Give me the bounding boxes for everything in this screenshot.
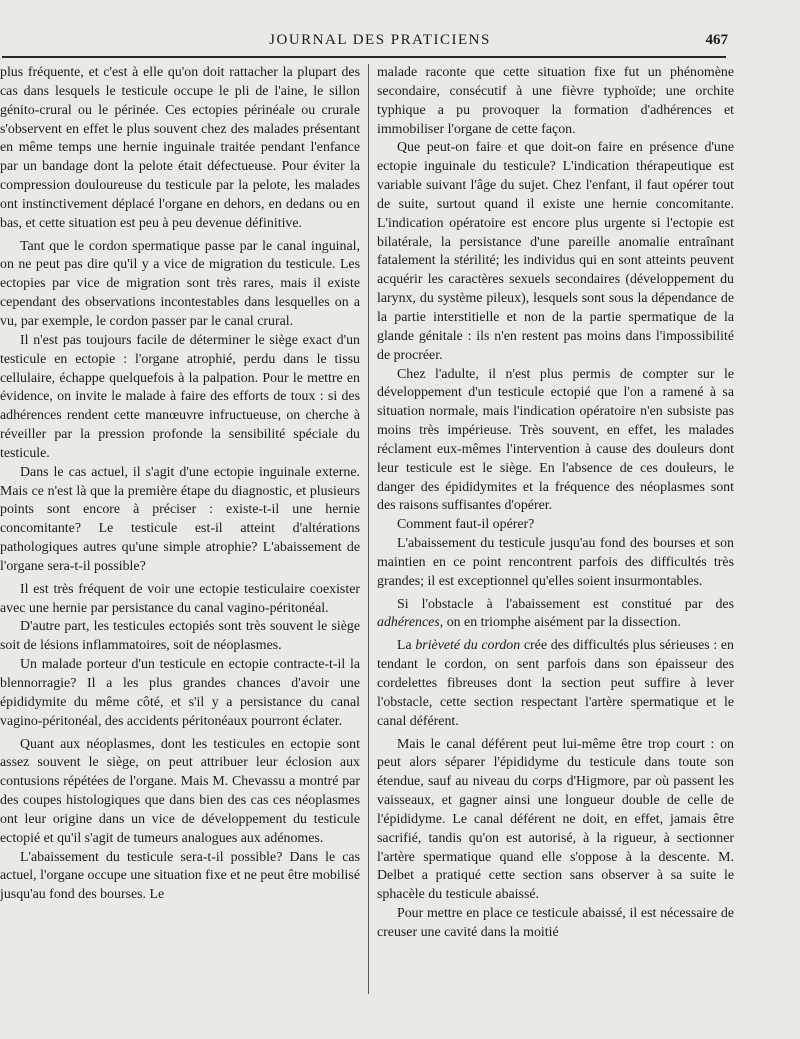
paragraph: malade raconte que cette situation fixe fut un phénomène secondaire, consécutif à une fièvre typhoïde; une orchite typhique a pu provoquer la formation d'adhérences et immobiliser l'organe de cette façon.	[377, 65, 734, 137]
italic-term: adhérences	[377, 615, 440, 631]
paragraph: Que peut-on faire et que doit-on faire en présence d'une ectopie inguinale du testicule? L'indication thérapeutique est variable suivant l'âge du sujet. Chez l'enfant, il faut opérer tout de suite, surtout quand il existe une hernie concomitante. L'indication opératoire est encore plus urgente si l'ectopie est bilatérale, la persistance d'une pareille anomalie entraînant fatalement la stérilité; les individus qui en sont atteints peuvent acquérir les caractères sexuels secondaires (développement du larynx, du système pileux), lesquels sont sous la dépendance de la partie interstitielle et non de la partie spermatique de la glande génitale : ils n'en restent pas moins dans l'impossibilité de procréer.	[377, 140, 734, 363]
paragraph: L'abaissement du testicule jusqu'au fond des bourses et son maintien en ce point rencontrent parfois des difficultés très grandes; il est exceptionnel qu'elles soient insurmontables.	[377, 536, 734, 589]
paragraph: Il est très fréquent de voir une ectopie testiculaire coexister avec une hernie par persistance du canal vagino-péritonéal.	[0, 581, 360, 616]
left-column	[0, 64, 360, 1024]
column-divider	[368, 64, 369, 994]
italic-term: brièveté du cordon	[415, 638, 521, 654]
page-header	[0, 28, 800, 52]
text-run: , on en triomphe aisément par la dissection.	[439, 615, 681, 631]
paragraph: Tant que le cordon spermatique passe par le canal inguinal, on ne peut pas dire qu'il y a vice de migration du testicule. Les ectopies par vice de migration sont très rares, mais il existe cependant des observations incontestables dans lesquelles on a vu, par exemple, le cordon passer par le canal crural.	[0, 238, 360, 329]
text-run: Si l'obstacle à l'abaissement est constitué par des	[397, 596, 734, 612]
paragraph: L'abaissement du testicule sera-t-il possible? Dans le cas actuel, l'organe occupe une situation fixe et ne peut être mobilisé jusqu'au fond des bourses. Le	[0, 849, 360, 903]
paragraph: Mais le canal déférent peut lui-même être trop court : on peut alors séparer l'épididyme du testicule dans toute son étendue, sauf au niveau du corps d'Higmore, par où passent les vaisseaux, et gagner ainsi une longueur double de celle de l'épididyme. Le canal déférent ne doit, en effet, jamais être sacrifié, tandis qu'on est autorisé, à la rigueur, à sectionner l'artère spermatique quand elle s'oppose à la descente. M. Delbet a pratiqué cette section sans observer à sa suite le sphacèle du testicule abaissé.	[377, 736, 734, 903]
paragraph: Pour mettre en place ce testicule abaissé, il est nécessaire de creuser une cavité dans la moitié	[377, 906, 734, 940]
text-run: crée des difficultés plus sérieuses : en tendant le cordon, on sent parfois dans son épaisseur des cordelettes fibreuses dont la section peut suffire à lever l'obstacle, cette section respectant l'artère spermatique et le canal déférent.	[377, 638, 734, 729]
text-run: La	[397, 638, 416, 654]
paragraph: Comment faut-il opérer?	[397, 517, 535, 533]
paragraph: Quant aux néoplasmes, dont les testicules en ectopie sont assez souvent le siège, on peut attribuer leur éclosion aux contusions répétées de l'organe. Mais M. Chevassu a montré par des coupes histologiques que dans bien des cas ces néoplasmes ont leur origine dans un vice de développement du testicule ectopié et qu'il s'agit de tumeurs analogues aux adénomes.	[0, 736, 360, 846]
paragraph: Dans le cas actuel, il s'agit d'une ectopie inguinale externe. Mais ce n'est là que la première étape du diagnostic, et plusieurs points sont encore à préciser : existe-t-il une hernie concomitante? Le testicule est-il atteint d'altérations pathologiques autres qu'une simple atrophie? L'abaissement de l'organe sera-t-il possible?	[0, 464, 360, 574]
journal-title: JOURNAL DES PRATICIENS	[269, 32, 491, 48]
paragraph: Un malade porteur d'un testicule en ectopie contracte-t-il la blennorragie? Il a les plus grandes chances d'avoir une épididymite du même côté, et s'il y a persistance du canal vagino-péritonéal, des accidents péritonéaux pourront éclater.	[0, 657, 360, 729]
paragraph: Il n'est pas toujours facile de déterminer le siège exact d'un testicule en ectopie : l'organe atrophié, perdu dans le tissu cellulaire, échappe quelquefois à la palpation. Pour le mettre en évidence, on invite le malade à faire des efforts de toux : si des adhérences rendent cette manœuvre infructueuse, on cherche à réveiller par la pression profonde la sensibilité spéciale du testicule.	[0, 332, 360, 461]
paragraph	[377, 596, 734, 634]
paragraph: Chez l'adulte, il n'est plus permis de compter sur le développement d'un testicule ectopié que l'on a ramené à sa situation normale, mais l'indication opératoire n'en subsiste pas moins très impérieuse. Très souvent, en effet, les malades réclament eux-mêmes l'intervention à cause des douleurs dont leur testicule est le siège. En l'absence de ces douleurs, le danger des épididymites et la fréquence des néoplasmes sont des raisons suffisantes d'opérer.	[377, 366, 734, 514]
header-rule	[2, 56, 726, 58]
right-column	[377, 64, 734, 1024]
paragraph	[377, 637, 734, 731]
paragraph: D'autre part, les testicules ectopiés sont très souvent le siège soit de lésions inflammatoires, soit de néoplasmes.	[0, 619, 360, 654]
page-number: 467	[705, 32, 728, 48]
paragraph: plus fréquente, et c'est à elle qu'on doit rattacher la plupart des cas dans lesquels le testicule occupe le pli de l'aine, le sillon génito-crural ou le périnée. Ces ectopies périnéale ou crurale s'observent en effet le plus souvent chez des malades présentant en même temps une hernie inguinale traitée pendant l'enfance par un bandage dont la pelote était défectueuse. Pour éviter la compression douloureuse du testicule par la pelote, les malades ont instinctivement déplacé l'organe en dehors, en dedans ou en bas, et cette situation est peu à peu devenue définitive.	[0, 65, 360, 231]
